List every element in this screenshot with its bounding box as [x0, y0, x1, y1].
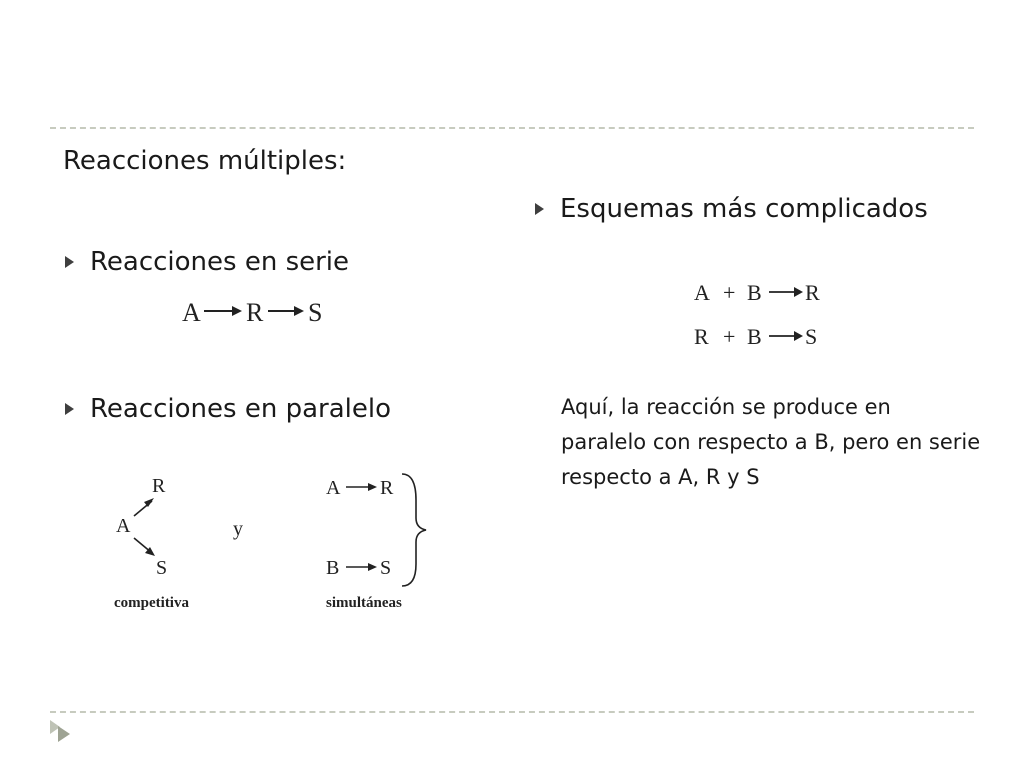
explanation-note: Aquí, la reacción se produce en paralelo con respecto a B, pero en serie respecto a A, R y S [561, 395, 981, 489]
bullet-arrow-icon [60, 253, 78, 271]
label-simultaneas: simultáneas [326, 595, 402, 611]
conjunction-y: y [233, 518, 243, 540]
species-a: A [182, 298, 201, 327]
species-a: A [116, 515, 131, 537]
top-divider [50, 127, 974, 129]
arrow-head [794, 331, 803, 341]
figure-esquemas-complicados [670, 262, 850, 362]
species-s: S [308, 298, 323, 327]
species-s: S [380, 557, 392, 579]
species-r: R [694, 324, 709, 349]
plus-sign: + [723, 280, 736, 305]
bullet-esquemas-complicados [530, 194, 928, 224]
species-r: R [380, 477, 394, 499]
bullet-arrow-icon [530, 200, 548, 218]
arrow-head [368, 483, 377, 491]
brace [402, 474, 426, 586]
bullet-label: Reacciones en paralelo [90, 394, 391, 424]
figure-paralelo [80, 460, 450, 630]
species-r: R [805, 280, 820, 305]
species-a: A [694, 280, 710, 305]
bullet-label: Reacciones en serie [90, 247, 350, 277]
species-r: R [246, 298, 264, 327]
slide-corner-arrows-icon [48, 718, 74, 744]
arrow-head [294, 306, 304, 316]
bullet-reacciones-paralelo [60, 394, 391, 424]
slide-title: Reacciones múltiples: [63, 146, 347, 176]
label-competitiva: competitiva [114, 595, 189, 611]
plus-sign: + [723, 324, 736, 349]
species-r: R [152, 475, 166, 497]
figure-serie [140, 283, 370, 343]
arrow-head [232, 306, 242, 316]
species-s: S [805, 324, 818, 349]
arrow-head [368, 563, 377, 571]
species-s: S [156, 557, 168, 579]
bullet-label: Esquemas más complicados [560, 194, 928, 224]
arrow-head [794, 287, 803, 297]
bullet-reacciones-serie [60, 247, 349, 277]
species-b: B [747, 324, 762, 349]
bullet-arrow-icon [60, 400, 78, 418]
species-b: B [326, 557, 340, 579]
bottom-divider [50, 711, 974, 713]
species-a: A [326, 477, 341, 499]
species-b: B [747, 280, 762, 305]
